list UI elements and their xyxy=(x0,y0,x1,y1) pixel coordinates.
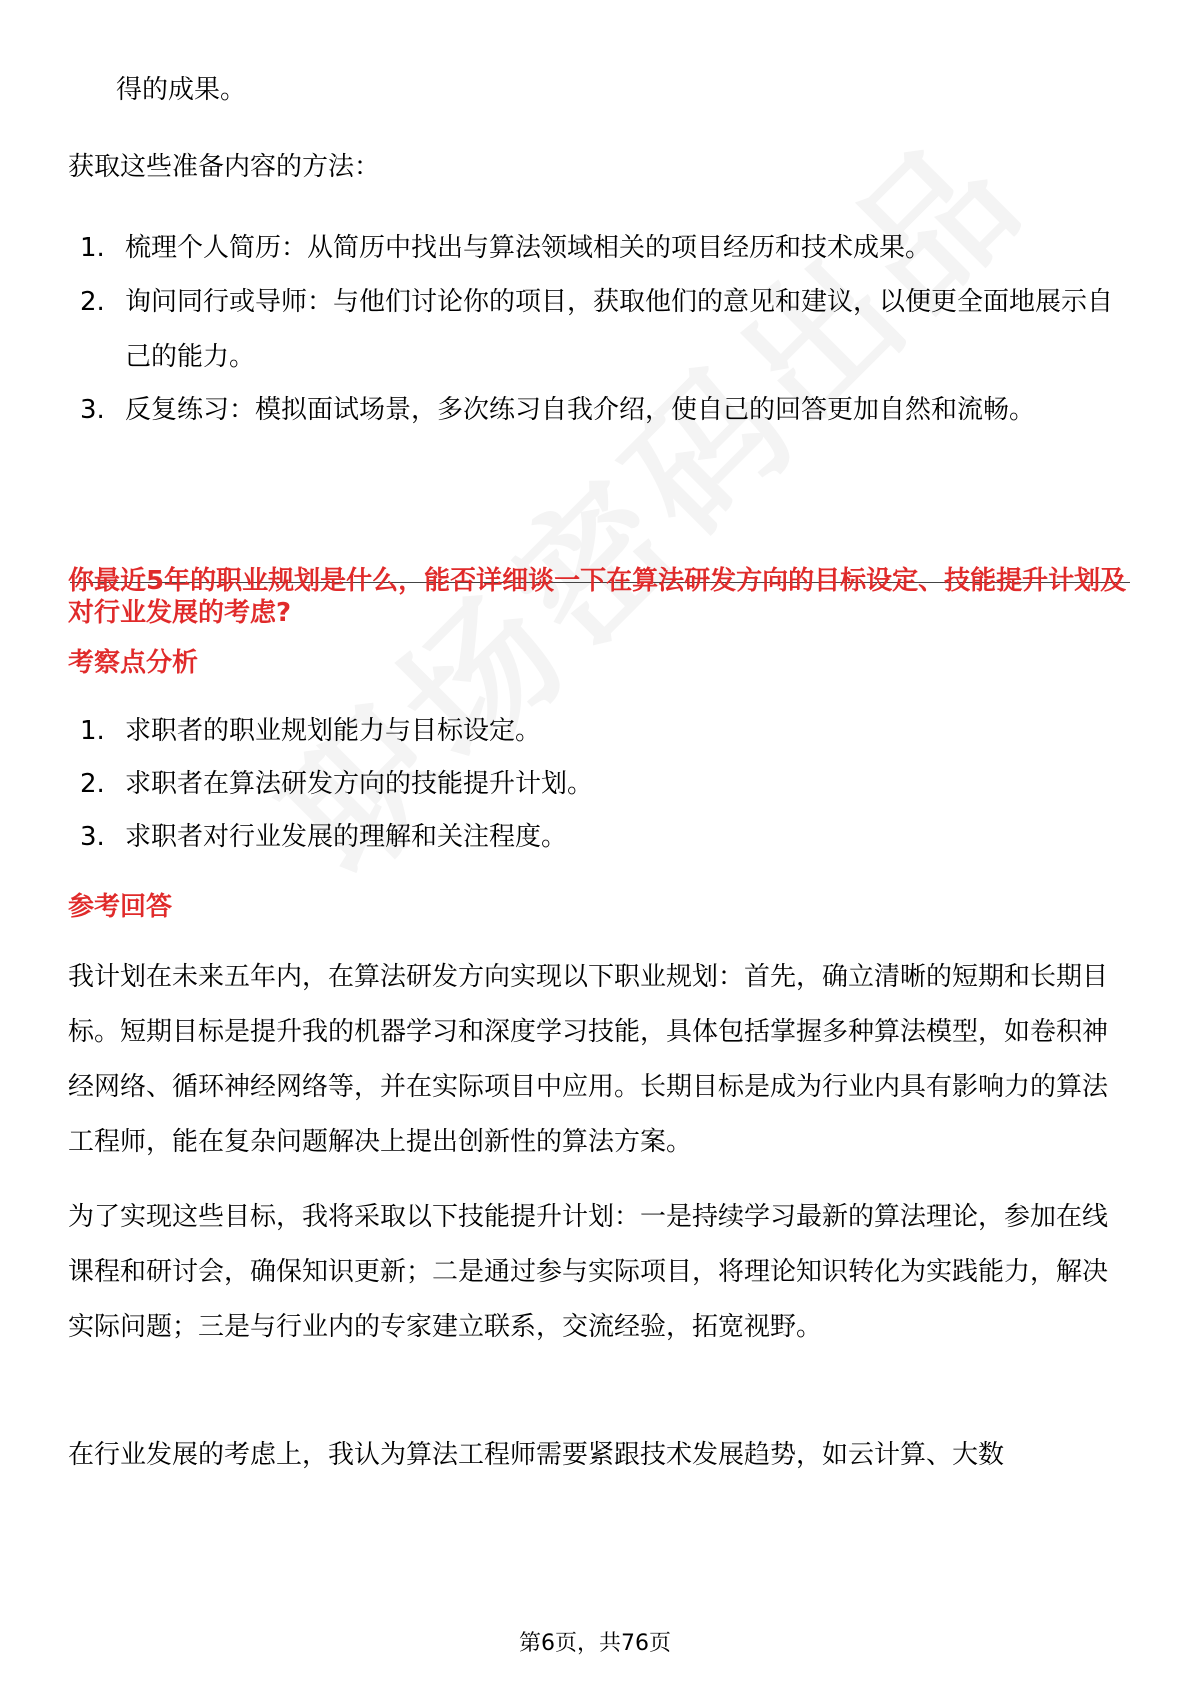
methods-heading: 获取这些准备内容的方法： xyxy=(68,152,381,182)
list-item xyxy=(80,704,1130,759)
list-text: 求职者的职业规划能力与目标设定。 xyxy=(125,716,542,746)
list-number: 2. xyxy=(80,769,105,799)
answer-paragraph: 为了实现这些目标，我将采取以下技能提升计划：一是持续学习最新的算法理论，参加在线课程和研讨会，确保知识更新；二是通过参与实际项目，将理论知识转化为实践能力，解决实际问题；三是与行业内的专家建立联系，交流经验，拓宽视野。 xyxy=(68,1202,1109,1342)
answer-paragraph: 我计划在未来五年内，在算法研发方向实现以下职业规划：首先，确立清晰的短期和长期目标。短期目标是提升我的机器学习和深度学习技能，具体包括掌握多种算法模型，如卷积神经网络、循环神经网络等，并在实际项目中应用。长期目标是成为行业内具有影响力的算法工程师，能在复杂问题解决上提出创新性的算法方案。 xyxy=(68,962,1109,1157)
analysis-heading: 考察点分析 xyxy=(68,648,199,678)
list-text: 反复练习：模拟面试场景，多次练习自我介绍，使自己的回答更加自然和流畅。 xyxy=(125,395,1036,425)
list-item xyxy=(80,383,1130,438)
answer-paragraph: 在行业发展的考虑上，我认为算法工程师需要紧跟技术发展趋势，如云计算、大数 xyxy=(68,1440,1005,1470)
list-text: 求职者在算法研发方向的技能提升计划。 xyxy=(125,769,594,799)
answer-heading: 参考回答 xyxy=(68,892,173,922)
list-text: 梳理个人简历：从简历中找出与算法领域相关的项目经历和技术成果。 xyxy=(125,233,932,263)
list-item xyxy=(80,757,1130,812)
list-text: 求职者对行业发展的理解和关注程度。 xyxy=(125,822,568,852)
list-number: 1. xyxy=(80,716,105,746)
list-number: 1. xyxy=(80,233,105,263)
list-number: 2. xyxy=(80,287,105,317)
page-footer: 第6页，共76页 xyxy=(519,1631,671,1656)
list-number: 3. xyxy=(80,395,105,425)
question-heading: 你最近5年的职业规划是什么，能否详细谈一下在算法研发方向的目标设定、技能提升计划及对行业发展的考虑? xyxy=(68,566,1127,628)
list-text: 询问同行或导师：与他们讨论你的项目，获取他们的意见和建议，以便更全面地展示自己的能力。 xyxy=(125,287,1114,372)
list-item xyxy=(80,221,1130,276)
continued-text: 得的成果。 xyxy=(116,75,247,105)
list-item xyxy=(80,275,1130,385)
list-number: 3. xyxy=(80,822,105,852)
list-item xyxy=(80,810,1130,865)
